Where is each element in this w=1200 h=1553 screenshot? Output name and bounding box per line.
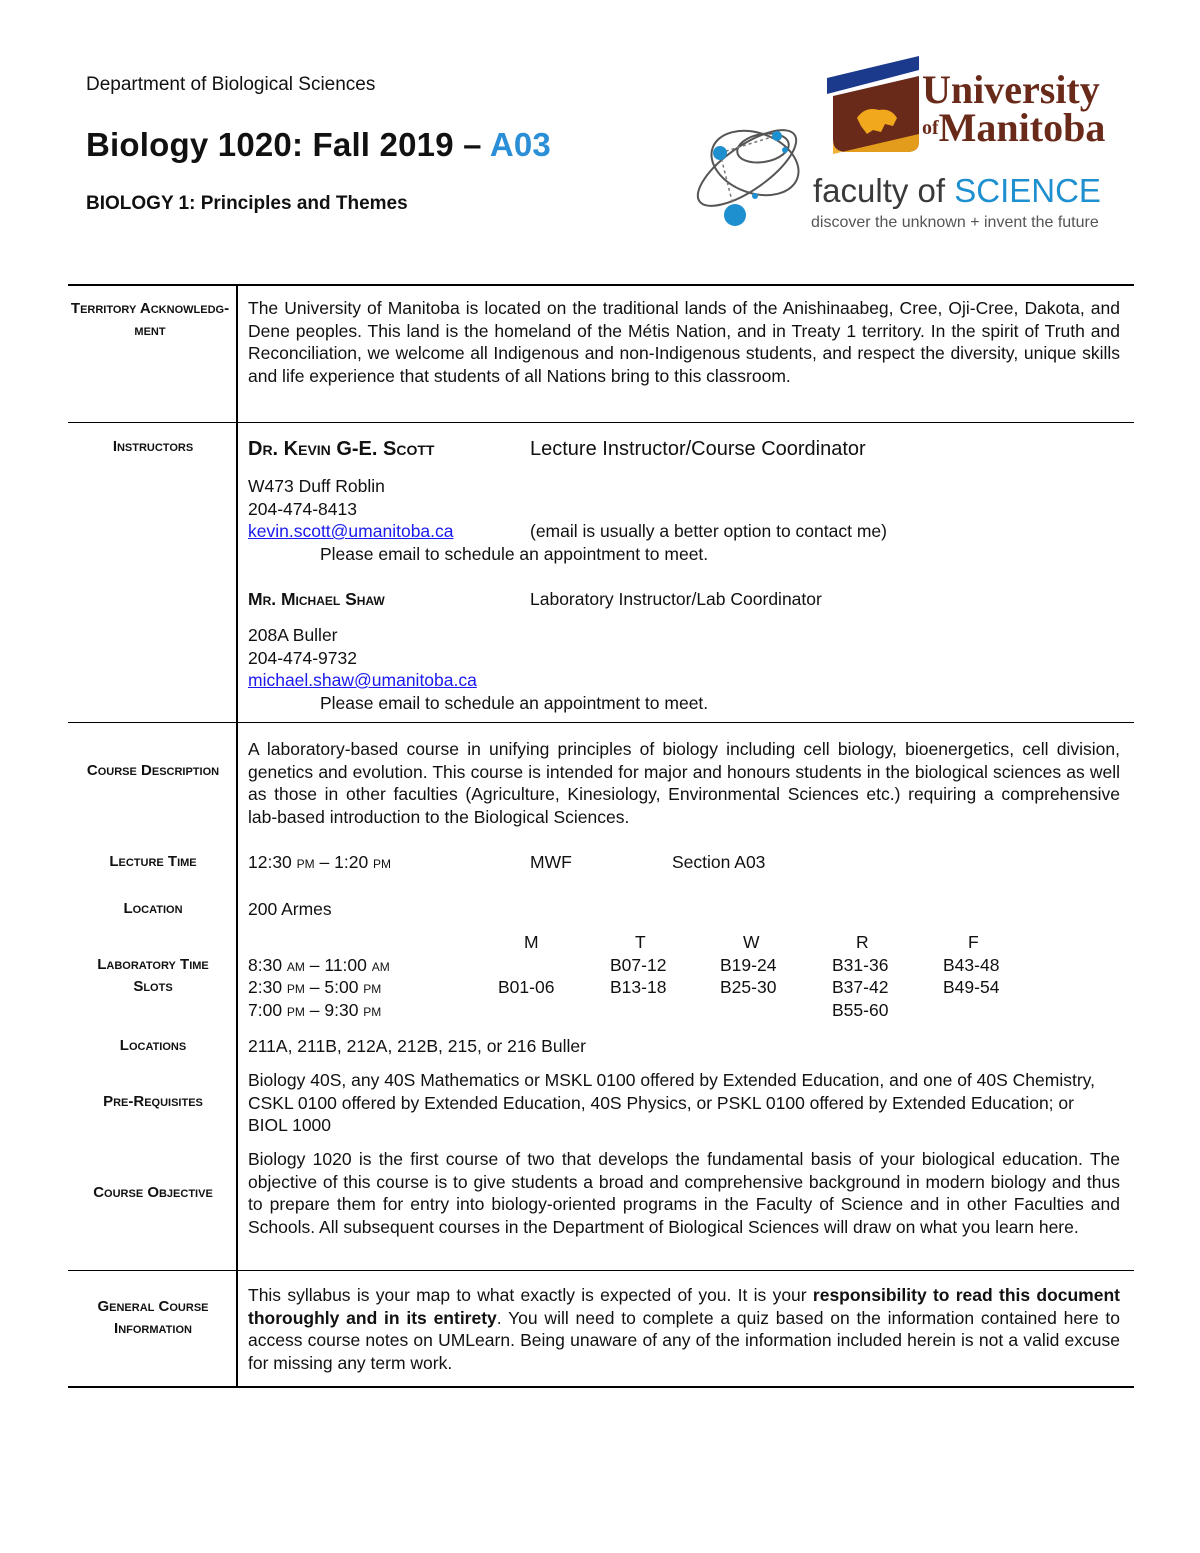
lab-locations-label: Locations (119, 1037, 187, 1054)
course-title-main: Biology 1020: Fall 2019 – (86, 126, 490, 163)
general-info-text-b: . You will need to complete a quiz based on the information contained here to access course notes on UMLearn. Being unaware of any of the information included herein is not a valid excuse for missing any term work. (248, 1307, 1120, 1373)
location-label: Location (123, 900, 183, 917)
course-section: A03 (489, 126, 551, 163)
lab-slot-cell: B37-42 (832, 977, 889, 997)
territory-text: The University of Manitoba is located on the traditional lands of the Anishinaabeg, Cree, Oji-Cree, Dakota, and Dene peoples. This land is the homeland of the Métis Nation, and in Treaty 1 territory. In the spirit of Truth and Reconciliation, we welcome all Indigenous and non-Indigenous students, and respect the diversity, unique skills and life experience that students of all Nations bring to this classroom. (248, 298, 1120, 386)
lab-slot-time: 7:00 pm – 9:30 pm (248, 1000, 382, 1020)
instructor-secondary-appointment: Please email to schedule an appointment to meet. (320, 693, 709, 713)
instructor-secondary-phone: 204-474-9732 (248, 648, 357, 668)
lecture-section: Section A03 (672, 852, 766, 872)
instructor-secondary-role: Laboratory Instructor/Lab Coordinator (530, 589, 822, 609)
lab-slot-cell: B19-24 (720, 955, 777, 975)
rule-after-territory (68, 422, 1134, 423)
prerequisites-text: Biology 40S, any 40S Mathematics or MSKL 0100 offered by Extended Education, and one of 40S Chemistry, CSKL 0100 offered by Extended Education, 40S Physics, or PSKL 0100 offered by Extended Education; or BIOL 1000 (248, 1070, 1095, 1135)
instructor-secondary-name: Mr. Michael Shaw (248, 589, 385, 609)
general-info-text (248, 1284, 1120, 1374)
territory-label: Territory Acknowledg- ment (70, 300, 230, 339)
instructors-label: Instructors (112, 438, 194, 455)
university-of: of (922, 117, 939, 139)
faculty-tagline: discover the unknown + invent the future (811, 214, 1099, 231)
faculty-prefix: faculty of (813, 172, 955, 209)
general-info-text-a: This syllabus is your map to what exactly is expected of you. It is your (248, 1285, 813, 1305)
lab-slot-cell: B01-06 (498, 977, 555, 997)
university-crest-icon (827, 56, 919, 156)
general-info-text-bold: responsibility to read this document thoroughly and in its entirety (248, 1285, 1120, 1328)
lab-slot-cell: B49-54 (943, 977, 1000, 997)
course-description-label: Course Description (86, 762, 220, 779)
instructor-secondary-office: 208A Buller (248, 625, 338, 645)
table-bottom-rule (68, 1386, 1134, 1388)
department-name: Department of Biological Sciences (86, 74, 376, 95)
instructor-primary-office: W473 Duff Roblin (248, 476, 385, 496)
lab-slot-cell: B55-60 (832, 1000, 889, 1020)
location-value: 200 Armes (248, 899, 332, 919)
instructor-primary-email-note: (email is usually a better option to contact me) (530, 521, 887, 541)
table-top-rule (68, 284, 1134, 286)
lecture-time-value: 12:30 pm – 1:20 pm (248, 852, 392, 872)
lab-slot-cell: B25-30 (720, 977, 777, 997)
university-line2: Manitoba (938, 105, 1106, 150)
lab-locations-value: 211A, 211B, 212A, 212B, 215, or 216 Buller (248, 1036, 586, 1056)
lecture-days: MWF (530, 852, 572, 872)
rule-after-objective (68, 1270, 1134, 1271)
lecture-time-label: Lecture Time (109, 853, 197, 870)
lab-day-header: M (524, 932, 539, 952)
molecule-icon (685, 108, 815, 278)
lab-day-header: F (968, 932, 979, 952)
instructor-primary-phone: 204-474-8413 (248, 499, 357, 519)
lab-day-header: T (635, 932, 646, 952)
instructor-primary-role: Lecture Instructor/Course Coordinator (530, 438, 866, 460)
instructor-primary-name: Dr. Kevin G-E. Scott (248, 438, 435, 460)
faculty-logo (685, 48, 1135, 248)
course-objective-text: Biology 1020 is the first course of two that develops the fundamental basis of your biological education. The objective of this course is to give students a broad and comprehensive background in modern biology and thus to prepare them for entry into biology-oriented programs in the Faculty of Science and in other Faculties and Schools. All subsequent courses in the Department of Biological Sciences will draw on what you learn here. (248, 1149, 1120, 1237)
lab-slot-cell: B07-12 (610, 955, 667, 975)
lab-day-header: R (856, 932, 869, 952)
general-info-label: General Course Information (97, 1298, 209, 1337)
column-divider (236, 284, 238, 1387)
prerequisites-label: Pre-Requisites (103, 1093, 203, 1110)
faculty-name: SCIENCE (954, 172, 1101, 209)
lab-slot-cell: B31-36 (832, 955, 889, 975)
lab-slot-time: 2:30 pm – 5:00 pm (248, 977, 382, 997)
rule-after-instructors (68, 722, 1134, 723)
course-title (86, 126, 551, 164)
lab-slot-cell: B43-48 (943, 955, 1000, 975)
lab-time-slots-label: Laboratory Time Slots (97, 956, 209, 995)
lab-slot-cell: B13-18 (610, 977, 667, 997)
course-subtitle: BIOLOGY 1: Principles and Themes (86, 193, 408, 214)
instructor-primary-email-link[interactable]: kevin.scott@umanitoba.ca (248, 521, 454, 541)
faculty-wordmark (813, 172, 1101, 210)
lab-slot-time: 8:30 am – 11:00 am (248, 955, 390, 975)
university-line1: University (922, 67, 1100, 112)
course-description-text: A laboratory-based course in unifying principles of biology including cell biology, bioenergetics, cell division, genetics and evolution. This course is intended for major and honours students in the biological sciences as well as those in other faculties (Agriculture, Kinesiology, Environmental Sciences etc.) requiring a comprehensive lab-based introduction to the Biological Sciences. (248, 739, 1120, 827)
instructor-primary-appointment: Please email to schedule an appointment to meet. (320, 544, 709, 564)
course-objective-label: Course Objective (93, 1184, 213, 1201)
lab-day-header: W (743, 932, 760, 952)
instructor-secondary-email-link[interactable]: michael.shaw@umanitoba.ca (248, 670, 477, 690)
university-wordmark (922, 67, 1106, 150)
